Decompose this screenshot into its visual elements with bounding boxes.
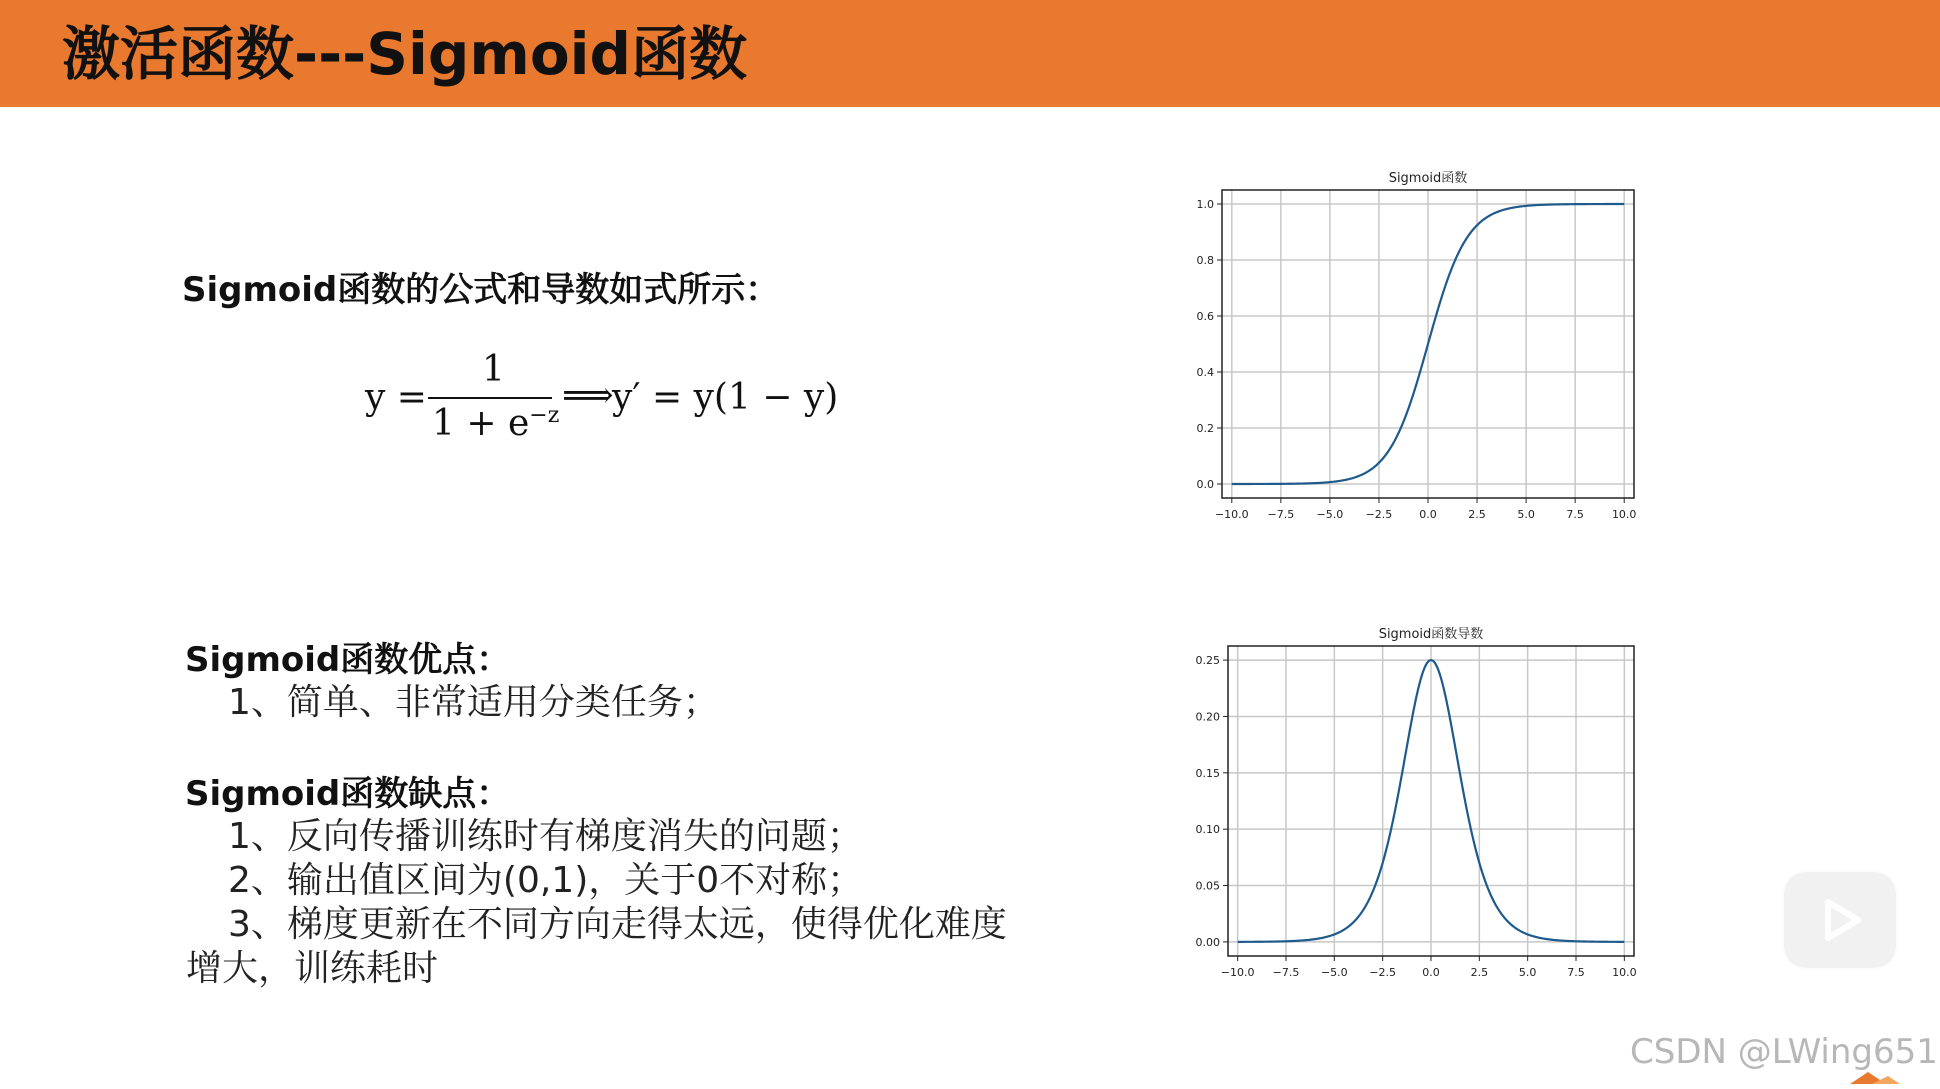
x-tick-label: −10.0 [1220, 966, 1255, 979]
formula-lhs: y = [365, 377, 427, 418]
x-tick-label: 2.5 [1468, 508, 1486, 521]
x-tick-label: −2.5 [1369, 966, 1397, 979]
x-tick-label: 5.0 [1517, 508, 1535, 521]
play-button-overlay [1782, 870, 1898, 970]
play-icon [1784, 872, 1896, 968]
y-tick-label: 0.20 [1195, 710, 1220, 724]
x-tick-label: 10.0 [1612, 966, 1637, 979]
disadvantage-item: 2、输出值区间为(0,1)，关于0不对称； [228, 860, 864, 901]
formula-numerator: 1 [482, 349, 505, 390]
y-tick-label: 0.00 [1195, 935, 1220, 949]
x-tick-label: 7.5 [1566, 508, 1584, 521]
formula-denominator: $1 + e^{-z}$ [432, 403, 560, 444]
x-tick-label: −10.0 [1214, 508, 1249, 521]
corner-logo-icon [1848, 1068, 1902, 1086]
disadvantage-item: 3、梯度更新在不同方向走得太远，使得优化难度 [228, 904, 1007, 945]
chart-title: Sigmoid函数导数 [1378, 627, 1484, 642]
x-tick-label: −7.5 [1267, 508, 1295, 521]
formula-exponent: −z [529, 403, 560, 428]
x-tick-label: −5.0 [1316, 508, 1344, 521]
sigmoid-derivative-chart [1180, 618, 1680, 988]
y-tick-label: 0.4 [1196, 366, 1214, 379]
y-tick-label: 0.05 [1195, 879, 1220, 893]
x-tick-label: −5.0 [1320, 966, 1348, 979]
sigmoid-chart [1180, 160, 1680, 530]
formula-implies: ⟹ [562, 375, 614, 416]
x-tick-label: 5.0 [1518, 966, 1537, 979]
fraction-bar [428, 397, 552, 399]
title-bar [0, 0, 1940, 107]
y-tick-label: 0.25 [1195, 654, 1220, 668]
disadvantage-item: 增大，训练耗时 [186, 948, 439, 989]
x-tick-label: 10.0 [1611, 508, 1637, 521]
y-tick-label: 0.8 [1196, 254, 1214, 267]
formula [360, 345, 840, 445]
formula-heading: Sigmoid函数的公式和导数如式所示： [182, 270, 780, 310]
x-tick-label: −7.5 [1272, 966, 1300, 979]
x-tick-label: 0.0 [1422, 966, 1440, 979]
advantages-heading: Sigmoid函数优点： [185, 640, 511, 680]
x-tick-label: 0.0 [1419, 508, 1437, 521]
y-tick-label: 0.6 [1196, 310, 1214, 323]
watermark-text: CSDN @LWing651 [1630, 1032, 1938, 1072]
advantage-item: 1、简单、非常适用分类任务； [228, 682, 719, 723]
y-tick-label: 0.15 [1195, 766, 1220, 780]
slide-title: 激活函数---Sigmoid函数 [62, 20, 748, 88]
x-tick-label: 2.5 [1470, 966, 1489, 979]
x-tick-label: 7.5 [1567, 966, 1585, 979]
y-tick-label: 0.10 [1195, 823, 1220, 837]
y-tick-label: 1.0 [1196, 198, 1214, 211]
y-tick-label: 0.0 [1196, 478, 1214, 491]
formula-rhs: y′ = y(1 − y) [612, 377, 839, 418]
chart-title: Sigmoid函数 [1388, 171, 1468, 186]
y-tick-label: 0.2 [1196, 422, 1214, 435]
disadvantages-heading: Sigmoid函数缺点： [185, 774, 511, 814]
x-tick-label: −2.5 [1365, 508, 1393, 521]
disadvantage-item: 1、反向传播训练时有梯度消失的问题； [228, 816, 863, 857]
